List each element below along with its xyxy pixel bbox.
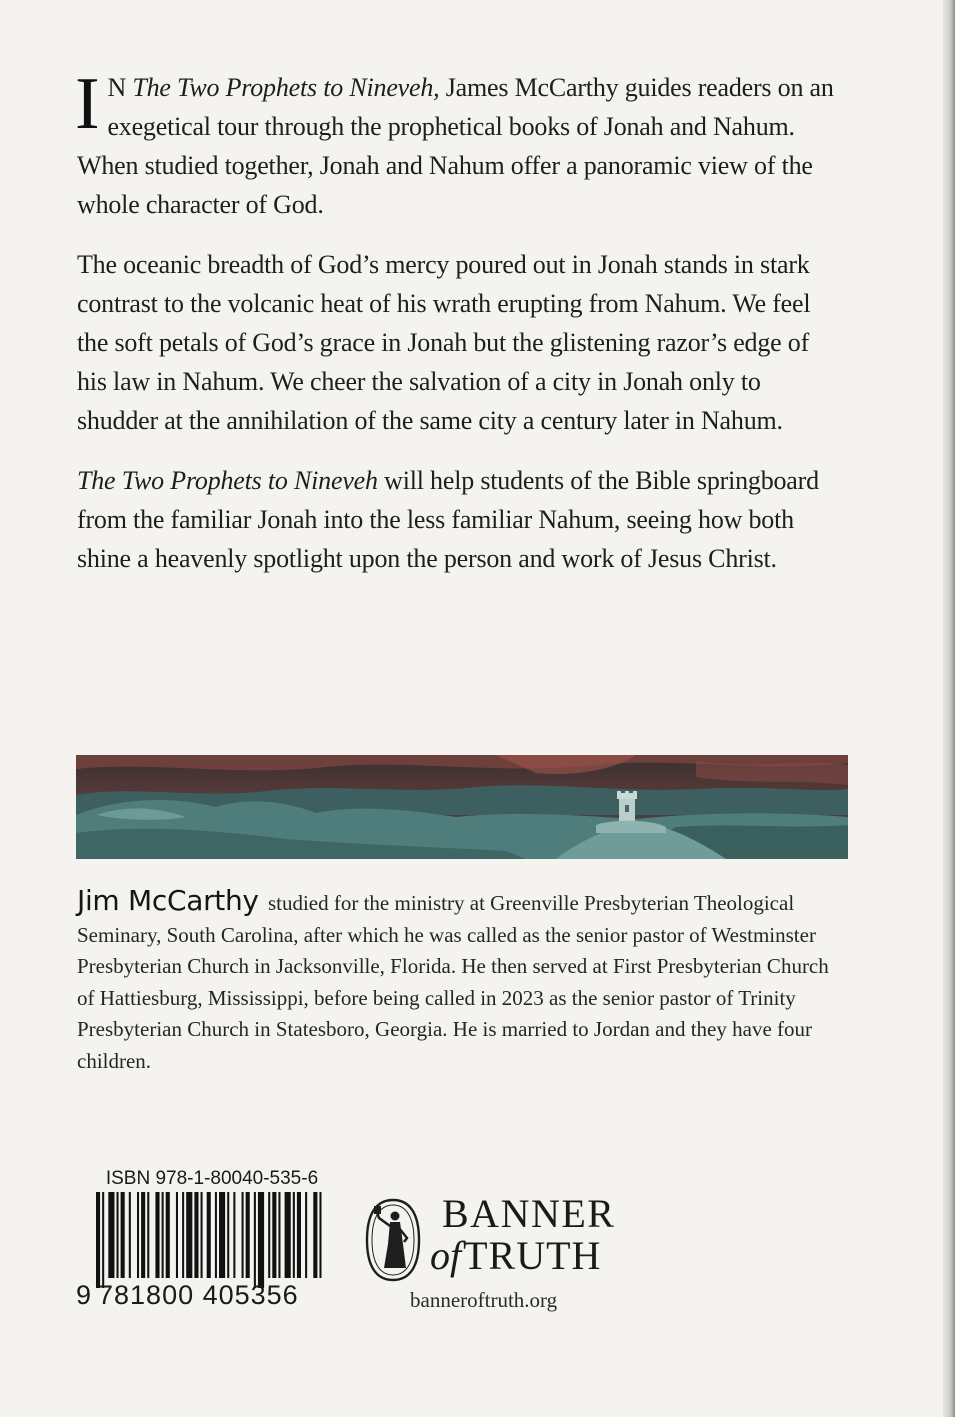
- publisher-url: banneroftruth.org: [410, 1288, 558, 1312]
- barcode-bar: [258, 1192, 264, 1288]
- barcode-digits-rest: 781800 405356: [98, 1280, 299, 1310]
- barcode-digits: [76, 1280, 324, 1310]
- barcode-bar: [166, 1192, 170, 1278]
- blurb-lead: N: [107, 73, 133, 102]
- blurb-paragraph-1: [75, 63, 837, 224]
- barcode-bar: [227, 1192, 229, 1278]
- barcode-digit-first: 9: [76, 1280, 92, 1310]
- barcode-bar: [215, 1192, 217, 1278]
- blurb-paragraph-2: The oceanic breadth of God’s mercy poured out in Jonah stands in stark contrast to the volcanic heat of his wrath erupting from Nahum. We feel the soft petals of God’s grace in Jonah but the glistening razor’s edge of his law in Nahum. We cheer the salvation of a city in Jonah only to shudder at the annihilation of the same city a century later in Nahum.: [77, 250, 811, 435]
- barcode-bar: [233, 1192, 235, 1278]
- barcode-bar: [201, 1192, 203, 1278]
- blurb-paragraph-3: [77, 461, 837, 578]
- author-bio: [77, 885, 837, 1077]
- book-title-italic-2: The Two Prophets to Nineveh: [77, 466, 378, 495]
- barcode-bar: [141, 1192, 145, 1278]
- barcode-bar: [129, 1192, 131, 1278]
- barcode-bar: [285, 1192, 291, 1278]
- barcode-bar: [147, 1192, 149, 1278]
- author-bio-text: studied for the ministry at Greenville Presbyterian Theological Seminary, South Carolina, after which he was called as the senior pastor of Westminster Presbyterian Church in Jacksonville, Florida. He then served at First Presbyterian Church of Hattiesburg, Mississippi, before being called in 2023 as the senior pastor of Trinity Presbyterian Church in Statesboro, Georgia. He is married to Jordan and they have four children.: [77, 891, 829, 1073]
- publisher-name-line2: [430, 1233, 602, 1278]
- blurb: [75, 63, 837, 599]
- barcode-bar: [219, 1192, 225, 1278]
- barcode-bar: [182, 1192, 184, 1278]
- book-title-italic: The Two Prophets to Nineveh,: [132, 73, 440, 102]
- barcode-bar: [121, 1192, 125, 1278]
- sower-emblem-icon: [364, 1198, 422, 1282]
- barcode-bar: [254, 1192, 256, 1288]
- barcode-bar: [246, 1192, 250, 1278]
- publisher-truth: TRUTH: [463, 1233, 602, 1278]
- blurb-p1-text: James McCarthy guides readers on an exegetical tour through the prophetical books of Jonah and Nahum. When studied together, Jonah and Nahum offer a panoramic view of the whole character of God.: [77, 73, 834, 219]
- barcode-bar: [268, 1192, 270, 1278]
- blurb-p3-text: will help students of the Bible springboard from the familiar Jonah into the less familiar Nahum, seeing how both shine a heavenly spotlight upon the person and work of Jesus Christ.: [77, 466, 819, 573]
- barcode-bar: [313, 1192, 317, 1278]
- barcode-bar: [242, 1192, 244, 1278]
- barcode-bar: [272, 1192, 276, 1278]
- barcode-bar: [102, 1192, 104, 1288]
- barcode-bar: [176, 1192, 178, 1278]
- barcode-bar: [108, 1192, 114, 1278]
- barcode-bar: [194, 1192, 198, 1278]
- drop-cap: I: [75, 63, 100, 145]
- barcode-bar: [155, 1192, 159, 1278]
- isbn-barcode: [76, 1168, 324, 1322]
- barcode-bars: [76, 1192, 324, 1290]
- publisher-name-line1: BANNER: [442, 1191, 616, 1236]
- barcode-bar: [117, 1192, 119, 1278]
- barcode-bar: [186, 1192, 192, 1278]
- barcode-bar: [305, 1192, 307, 1278]
- barcode-bar: [162, 1192, 164, 1278]
- barcode-bar: [293, 1192, 295, 1278]
- barcode-bar: [207, 1192, 211, 1278]
- barcode-bar: [319, 1192, 321, 1278]
- author-name: Jim McCarthy: [77, 884, 259, 917]
- isbn-label: ISBN 978-1-80040-535-6: [105, 1168, 319, 1189]
- barcode-bar: [96, 1192, 100, 1288]
- publisher-of: of: [430, 1233, 462, 1278]
- barcode-bar: [297, 1192, 301, 1278]
- landscape-illustration: [76, 755, 848, 859]
- spine-edge: [943, 0, 955, 1417]
- barcode-bar: [278, 1192, 280, 1278]
- publisher-logo-block: [364, 1188, 654, 1318]
- barcode-bar: [137, 1192, 139, 1278]
